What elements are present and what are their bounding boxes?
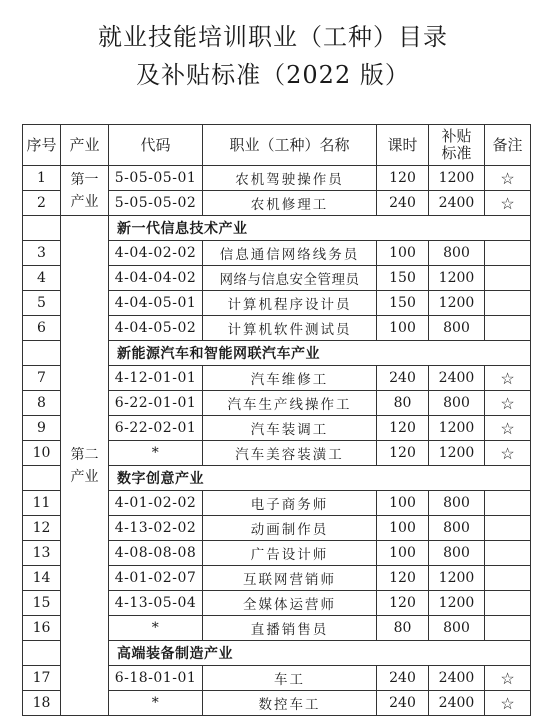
cell-occupation-name: 直播销售员 — [203, 616, 377, 641]
cell-note — [485, 541, 531, 566]
cell-code: 4-04-05-02 — [109, 316, 203, 341]
cell-hours: 120 — [377, 416, 429, 441]
cell-hours: 120 — [377, 566, 429, 591]
cell-note-star-icon: ☆ — [485, 191, 531, 216]
cell-occupation-name: 网络与信息安全管理员 — [203, 266, 377, 291]
cell-subsidy: 2400 — [429, 366, 485, 391]
cell-code: 6-22-01-01 — [109, 391, 203, 416]
cell-occupation-name: 广告设计师 — [203, 541, 377, 566]
cell-seq: 16 — [23, 616, 61, 641]
cell-code: * — [109, 441, 203, 466]
cell-occupation-name: 农机修理工 — [203, 191, 377, 216]
cell-note-star-icon: ☆ — [485, 416, 531, 441]
cell-subsidy: 1200 — [429, 566, 485, 591]
industry-primary-line2: 产业 — [70, 193, 99, 210]
industry-primary-line1: 第一 — [70, 171, 99, 188]
cell-note — [485, 316, 531, 341]
cell-note — [485, 266, 531, 291]
cell-empty — [23, 216, 61, 241]
cell-subsidy: 1200 — [429, 266, 485, 291]
header-subsidy-line2: 标准 — [441, 144, 472, 162]
cell-subsidy: 800 — [429, 241, 485, 266]
cell-empty — [23, 341, 61, 366]
cell-seq: 13 — [23, 541, 61, 566]
cell-note — [485, 591, 531, 616]
cell-hours: 120 — [377, 441, 429, 466]
cell-subsidy: 1200 — [429, 591, 485, 616]
cell-hours: 120 — [377, 166, 429, 191]
cell-seq: 7 — [23, 366, 61, 391]
cell-seq: 6 — [23, 316, 61, 341]
cell-note-star-icon: ☆ — [485, 666, 531, 691]
cell-code: 6-18-01-01 — [109, 666, 203, 691]
table-row — [23, 166, 531, 191]
document-title-line1: 就业技能培训职业（工种）目录 — [98, 23, 448, 51]
cell-subsidy: 1200 — [429, 166, 485, 191]
cell-code: 4-01-02-07 — [109, 566, 203, 591]
cell-note — [485, 616, 531, 641]
cell-seq: 4 — [23, 266, 61, 291]
cell-hours: 100 — [377, 491, 429, 516]
cell-seq: 3 — [23, 241, 61, 266]
cell-hours: 240 — [377, 191, 429, 216]
cell-occupation-name: 信息通信网络线务员 — [203, 241, 377, 266]
cell-subsidy: 2400 — [429, 691, 485, 716]
cell-hours: 100 — [377, 516, 429, 541]
header-code: 代码 — [109, 125, 203, 166]
cell-occupation-name: 汽车装调工 — [203, 416, 377, 441]
cell-note — [485, 241, 531, 266]
cell-note-star-icon: ☆ — [485, 441, 531, 466]
cell-subsidy: 800 — [429, 616, 485, 641]
industry-secondary-line2: 产业 — [70, 468, 99, 485]
cell-seq: 5 — [23, 291, 61, 316]
cell-occupation-name: 车工 — [203, 666, 377, 691]
cell-empty — [23, 466, 61, 491]
occupation-subsidy-table — [22, 124, 531, 716]
cell-code: 4-04-05-01 — [109, 291, 203, 316]
cell-hours: 120 — [377, 591, 429, 616]
cell-note — [485, 491, 531, 516]
cell-hours: 80 — [377, 391, 429, 416]
document-title-line2: 及补贴标准（2022 版） — [136, 61, 410, 89]
cell-note-star-icon: ☆ — [485, 691, 531, 716]
cell-occupation-name: 汽车美容装潢工 — [203, 441, 377, 466]
cell-subsidy: 800 — [429, 516, 485, 541]
section-row — [23, 216, 531, 241]
cell-occupation-name: 农机驾驶操作员 — [203, 166, 377, 191]
cell-occupation-name: 汽车生产线操作工 — [203, 391, 377, 416]
cell-hours: 100 — [377, 316, 429, 341]
cell-note — [485, 516, 531, 541]
cell-seq: 15 — [23, 591, 61, 616]
cell-seq: 14 — [23, 566, 61, 591]
cell-hours: 240 — [377, 691, 429, 716]
cell-note-star-icon: ☆ — [485, 391, 531, 416]
cell-code: 6-22-02-01 — [109, 416, 203, 441]
cell-hours: 150 — [377, 266, 429, 291]
cell-occupation-name: 全媒体运营师 — [203, 591, 377, 616]
cell-code: 5-05-05-02 — [109, 191, 203, 216]
header-hours: 课时 — [377, 125, 429, 166]
cell-subsidy: 2400 — [429, 666, 485, 691]
cell-subsidy: 800 — [429, 541, 485, 566]
cell-hours: 80 — [377, 616, 429, 641]
cell-subsidy: 800 — [429, 491, 485, 516]
cell-occupation-name: 数控车工 — [203, 691, 377, 716]
header-subsidy — [429, 125, 485, 166]
cell-hours: 100 — [377, 541, 429, 566]
cell-note — [485, 566, 531, 591]
cell-occupation-name: 汽车维修工 — [203, 366, 377, 391]
cell-hours: 150 — [377, 291, 429, 316]
cell-occupation-name: 动画制作员 — [203, 516, 377, 541]
header-seq: 序号 — [23, 125, 61, 166]
cell-seq: 12 — [23, 516, 61, 541]
cell-seq: 9 — [23, 416, 61, 441]
cell-seq: 10 — [23, 441, 61, 466]
cell-code: 4-08-08-08 — [109, 541, 203, 566]
cell-note — [485, 291, 531, 316]
cell-seq: 11 — [23, 491, 61, 516]
cell-hours: 240 — [377, 366, 429, 391]
industry-primary — [61, 166, 109, 216]
cell-seq: 1 — [23, 166, 61, 191]
header-subsidy-line1: 补贴 — [441, 127, 472, 145]
section-heading: 新一代信息技术产业 — [109, 216, 531, 241]
cell-subsidy: 1200 — [429, 416, 485, 441]
section-heading: 数字创意产业 — [109, 466, 531, 491]
cell-code: 4-04-04-02 — [109, 266, 203, 291]
header-industry: 产业 — [61, 125, 109, 166]
cell-hours: 240 — [377, 666, 429, 691]
cell-subsidy: 800 — [429, 391, 485, 416]
cell-note-star-icon: ☆ — [485, 166, 531, 191]
header-occupation-name: 职业（工种）名称 — [203, 125, 377, 166]
cell-occupation-name: 计算机软件测试员 — [203, 316, 377, 341]
section-heading: 高端装备制造产业 — [109, 641, 531, 666]
cell-subsidy: 1200 — [429, 291, 485, 316]
cell-code: 4-12-01-01 — [109, 366, 203, 391]
cell-note-star-icon: ☆ — [485, 366, 531, 391]
cell-code: 4-13-02-02 — [109, 516, 203, 541]
cell-seq: 2 — [23, 191, 61, 216]
cell-code: * — [109, 691, 203, 716]
cell-code: 4-13-05-04 — [109, 591, 203, 616]
cell-code: 4-04-02-02 — [109, 241, 203, 266]
cell-code: 5-05-05-01 — [109, 166, 203, 191]
cell-seq: 8 — [23, 391, 61, 416]
cell-occupation-name: 计算机程序设计员 — [203, 291, 377, 316]
cell-empty — [23, 641, 61, 666]
cell-subsidy: 2400 — [429, 191, 485, 216]
cell-seq: 17 — [23, 666, 61, 691]
cell-seq: 18 — [23, 691, 61, 716]
cell-subsidy: 800 — [429, 316, 485, 341]
cell-code: * — [109, 616, 203, 641]
industry-secondary — [61, 216, 109, 716]
table-header-row — [23, 125, 531, 166]
section-heading: 新能源汽车和智能网联汽车产业 — [109, 341, 531, 366]
cell-subsidy: 1200 — [429, 441, 485, 466]
cell-hours: 100 — [377, 241, 429, 266]
cell-code: 4-01-02-02 — [109, 491, 203, 516]
cell-occupation-name: 电子商务师 — [203, 491, 377, 516]
industry-secondary-line1: 第二 — [70, 446, 99, 463]
cell-occupation-name: 互联网营销师 — [203, 566, 377, 591]
header-note: 备注 — [485, 125, 531, 166]
